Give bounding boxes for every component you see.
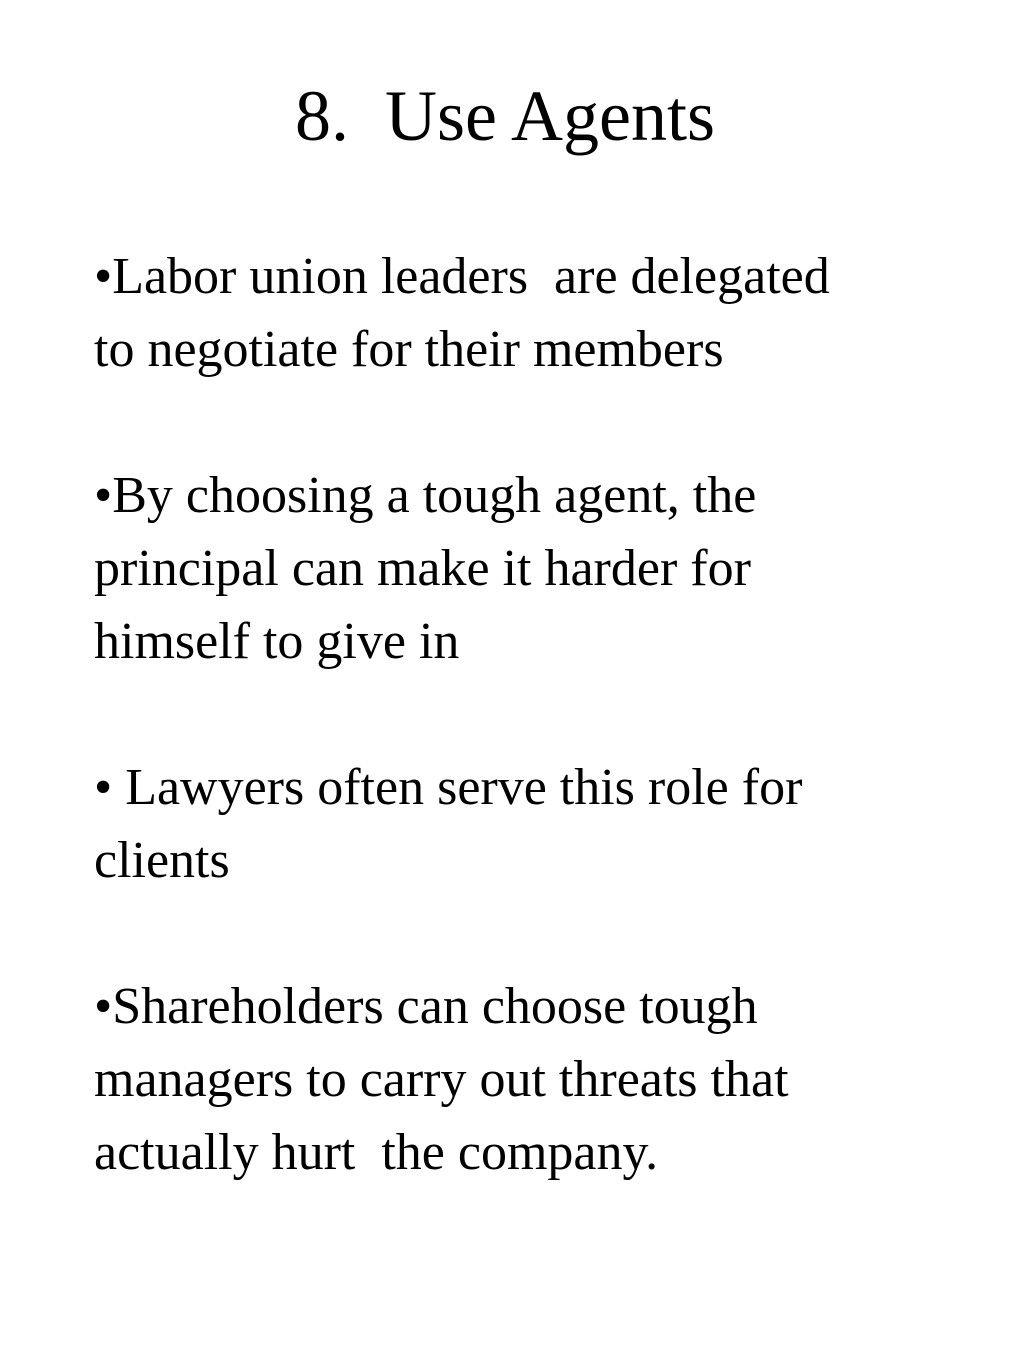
bullet-item-shareholders: •Shareholders can choose tough managers to carry out threats that actually hurt the company.: [94, 978, 789, 1181]
bullet-item-tough-agent: •By choosing a tough agent, the principal can make it harder for himself to give in: [94, 467, 757, 670]
bullet-item-labor-union: •Labor union leaders are delegated to negotiate for their members: [94, 248, 830, 378]
bullet-list: [94, 240, 994, 1189]
slide-title: 8. Use Agents: [295, 76, 715, 156]
bullet-item-lawyers: • Lawyers often serve this role for clients: [94, 759, 803, 889]
